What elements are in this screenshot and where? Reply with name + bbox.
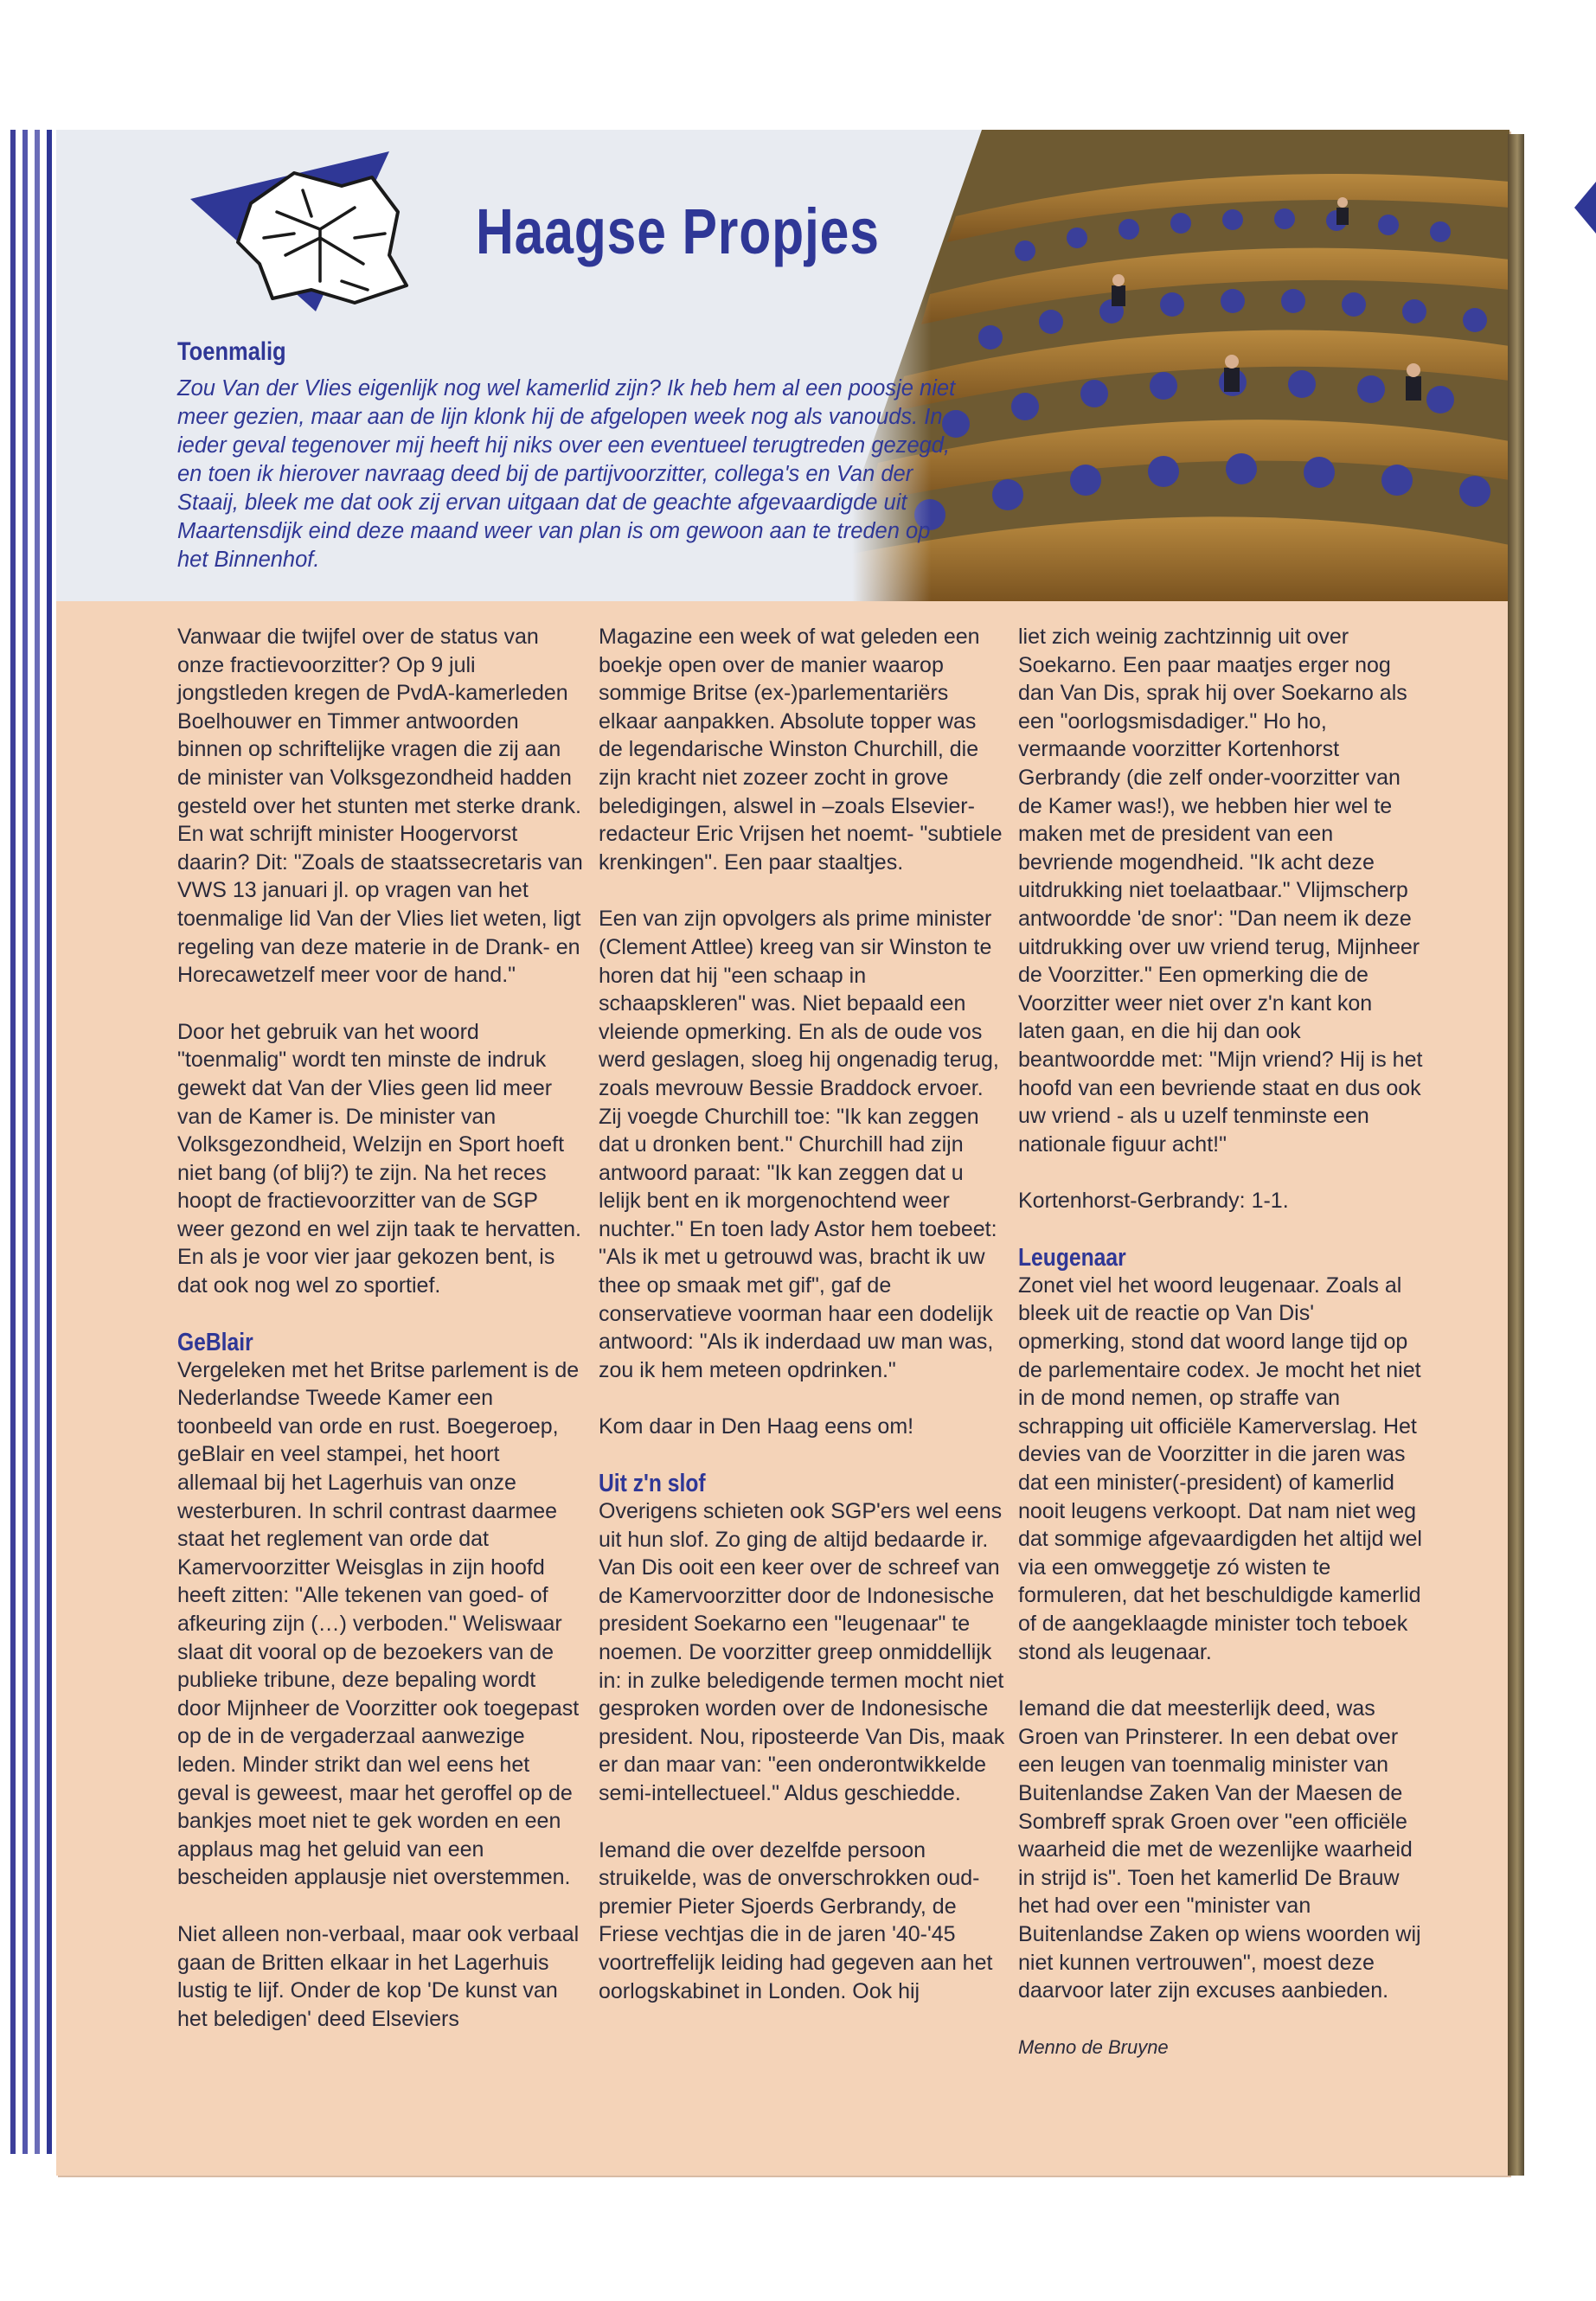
article-column-2 (599, 623, 1005, 2034)
page-title: Haagse Propjes (476, 195, 880, 267)
crumpled-paper-icon (190, 151, 433, 311)
paragraph: Iemand die over dezelfde persoon struikelde, was de onverschrokken oud-premier Pieter Sjoerds Gerbrandy, de Friese vechtjas die in de jaren '40-'45 voortreffelijk leiding had gegeven aan het oorlogskabinet in Londen. Ook hij (599, 1837, 993, 2003)
intro-heading: Toenmalig (177, 337, 286, 366)
paragraph: Overigens schieten ook SGP'ers wel eens uit hun slof. Zo ging de altijd bedaarde ir. Van Dis ooit een keer over de schreef van de Kamervoorzitter door de Indonesische president Soekarno een "leugenaar" te noemen. De voorzitter greep onmiddellijk in: in zulke beledigende termen mocht niet gesproken worden over de Indonesische president. Nou, riposteerde Van Dis, maak er dan maar van: "een onderontwikkelde semi-intellectueel." Aldus geschiedde. (599, 1499, 1005, 1805)
paragraph: liet zich weinig zachtzinnig uit over Soekarno. Een paar maatjes erger nog dan Van Dis, sprak hij over Soekarno als een "oorlogsmisdadiger." Ho ho, vermaande voorzitter Kortenhorst Gerbrandy (die zelf onder-voorzitter van de Kamer was!), we hebben hier wel te maken met de president van een bevriende mogendheid. "Ik acht deze uitdrukking niet toelaatbaar." Vlijmscherp antwoordde 'de snor': "Dan neem ik deze uitdrukking over uw vriend terug, Mijnheer de Voorzitter." Een opmerking die de Voorzitter weer niet over z'n kant kon laten gaan, en die hij dan ook beantwoordde met: "Mijn vriend? Hij is het hoofd van een bevriende staat en dus ook uw vriend - als u uzelf tenminste een nationale figuur acht!" (1018, 625, 1423, 1157)
section-heading-uit-zn-slof: Uit z'n slof (599, 1470, 706, 1498)
article-column-1 (177, 623, 584, 2061)
next-page-edge (1524, 134, 1596, 2176)
magazine-page (56, 130, 1509, 2176)
intro-text: Zou Van der Vlies eigenlijk nog wel kamerlid zijn? Ik heb hem al een poosje niet meer gezien, maar aan de lijn klonk hij de afgelopen week nog als vanouds. In ieder geval tegenover mij heeft hij niks over een eventueel terugtreden gezegd, en toen ik hierover navraag deed bij de partijvoorzitter, collega's en Van der Staaij, bleek me dat ook zij ervan uitgaan dat de geachte afgevaardigde uit Maartensdijk eind deze maand weer van plan is om gewoon aan te treden op het Binnenhof. (177, 376, 956, 572)
article-column-3 (1018, 623, 1425, 2090)
paragraph: Vergeleken met het Britse parlement is de Nederlandse Tweede Kamer een toonbeeld van orde en rust. Boegeroep, geBlair en veel stampei, het hoort allemaal bij het Lagerhuis van onze westerburen. In schril contrast daarmee staat het reglement van orde dat Kamervoorzitter Weisglas in zijn hoofd heeft zitten: "Alle tekenen van goed- of afkeuring zijn (…) verboden." Weliswaar slaat dit vooral op de bezoekers van de publieke tribune, deze bepaling wordt door Mijnheer de Voorzitter ook toegepast op de in de vergaderzaal aanwezige leden. Minder strikt dan wel eens het geval is geweest, maar het geroffel op de bankjes moet niet te gek worden en een applaus mag het geluid van een bescheiden applausje niet overstemmen. (177, 1357, 580, 1890)
author-byline: Menno de Bruyne (1018, 2035, 1169, 2058)
section-heading-geblair: GeBlair (177, 1328, 253, 1356)
next-page-triangle-icon (1574, 182, 1596, 234)
paragraph: Iemand die dat meesterlijk deed, was Groen van Prinsterer. In een debat over een leugen van toenmalig minister van Buitenlandse Zaken Van der Maesen de Sombreff sprak Groen over "een officiële waarheid die met de wezenlijke waarheid in strijd is". Toen het kamerlid De Brauw het had over een "minister van Buitenlandse Zaken op wiens woorden wij niet kunnen vertrouwen", moest deze daarvoor later zijn excuses aanbieden. (1018, 1696, 1421, 2003)
paragraph: Door het gebruik van het woord "toenmalig" wordt ten minste de indruk gewekt dat Van der Vlies geen lid meer van de Kamer is. De minister van Volksgezondheid, Welzijn en Sport hoeft niet bang (of blij?) te zijn. Na het reces hoopt de fractievoorzitter van de SGP weer gezond en wel zijn taak te hervatten. En als je voor vier jaar gekozen bent, is dat ook nog wel zo sportief. (177, 1019, 581, 1298)
paragraph: Kortenhorst-Gerbrandy: 1-1. (1018, 1189, 1289, 1214)
paragraph: Een van zijn opvolgers als prime minister (Clement Attlee) kreeg van sir Winston te horen dat hij "een schaap in schaapskleren" was. Niet bepaald een vleiende opmerking. En als de oude vos werd geslagen, sloeg hij ongenadig terug, zoals mevrouw Bessie Braddock ervoer. Zij voegde Churchill toe: "Ik kan zeggen dat u dronken bent." Churchill had zijn antwoord paraat: "Ik kan zeggen dat u lelijk bent en ik morgenochtend weer nuchter." En toen lady Astor hem toebeet: "Als ik met u getrouwd was, bracht ik uw thee op smaak met gif", gaf de conservatieve voorman haar een dodelijk antwoord: "Als ik inderdaad uw man was, zou ik hem meteen opdrinken." (599, 907, 999, 1382)
paragraph: Kom daar in Den Haag eens om! (599, 1414, 914, 1439)
section-heading-leugenaar: Leugenaar (1018, 1243, 1126, 1272)
paragraph: Magazine een week of wat geleden een boekje open over de manier waarop sommige Britse (ex-)parlementariërs elkaar aanpakken. Absolute topper was de legendarische Winston Churchill, die zijn kracht niet zozeer zocht in grove beledigingen, alswel in –zoals Elsevier-redacteur Eric Vrijsen het noemt- "subtiele krenkingen". Een paar staaltjes. (599, 625, 1003, 875)
paragraph: Niet alleen non-verbaal, maar ook verbaal gaan de Britten elkaar in het Lagerhuis lustig te lijf. Onder de kop 'De kunst van het beledigen' deed Elseviers (177, 1921, 580, 2031)
paragraph: Vanwaar die twijfel over de status van onze fractievoorzitter? Op 9 juli jongstleden kregen de PvdA-kamerleden Boelhouwer en Timmer antwoorden binnen op schriftelijke vragen die zij aan de minister van Volksgezondheid hadden gesteld over het stunten met sterke drank. En wat schrijft minister Hoogervorst daarin? Dit: "Zoals de staatssecretaris van VWS 13 januari jl. op vragen van het toenmalige lid Van der Vlies liet weten, ligt regeling van deze materie in de Drank- en Horecawetzelf meer voor de hand." (177, 625, 583, 988)
paragraph: Zonet viel het woord leugenaar. Zoals al bleek uit de reactie op Van Dis' opmerking, stond dat woord lange tijd op de parlementaire codex. Je mocht het niet in de mond nemen, op straffe van schrapping uit officiële Kamerverslag. Het devies van de Voorzitter in die jaren was dat een minister(-president) of kamerlid nooit leugens verkoopt. Dat nam niet weg dat sommige afgevaardigden het altijd wel via een omweggetje zó wisten te formuleren, dat het beschuldigde kamerlid of de aangeklaagde minister toch teboek stond als leugenaar. (1018, 1272, 1422, 1664)
